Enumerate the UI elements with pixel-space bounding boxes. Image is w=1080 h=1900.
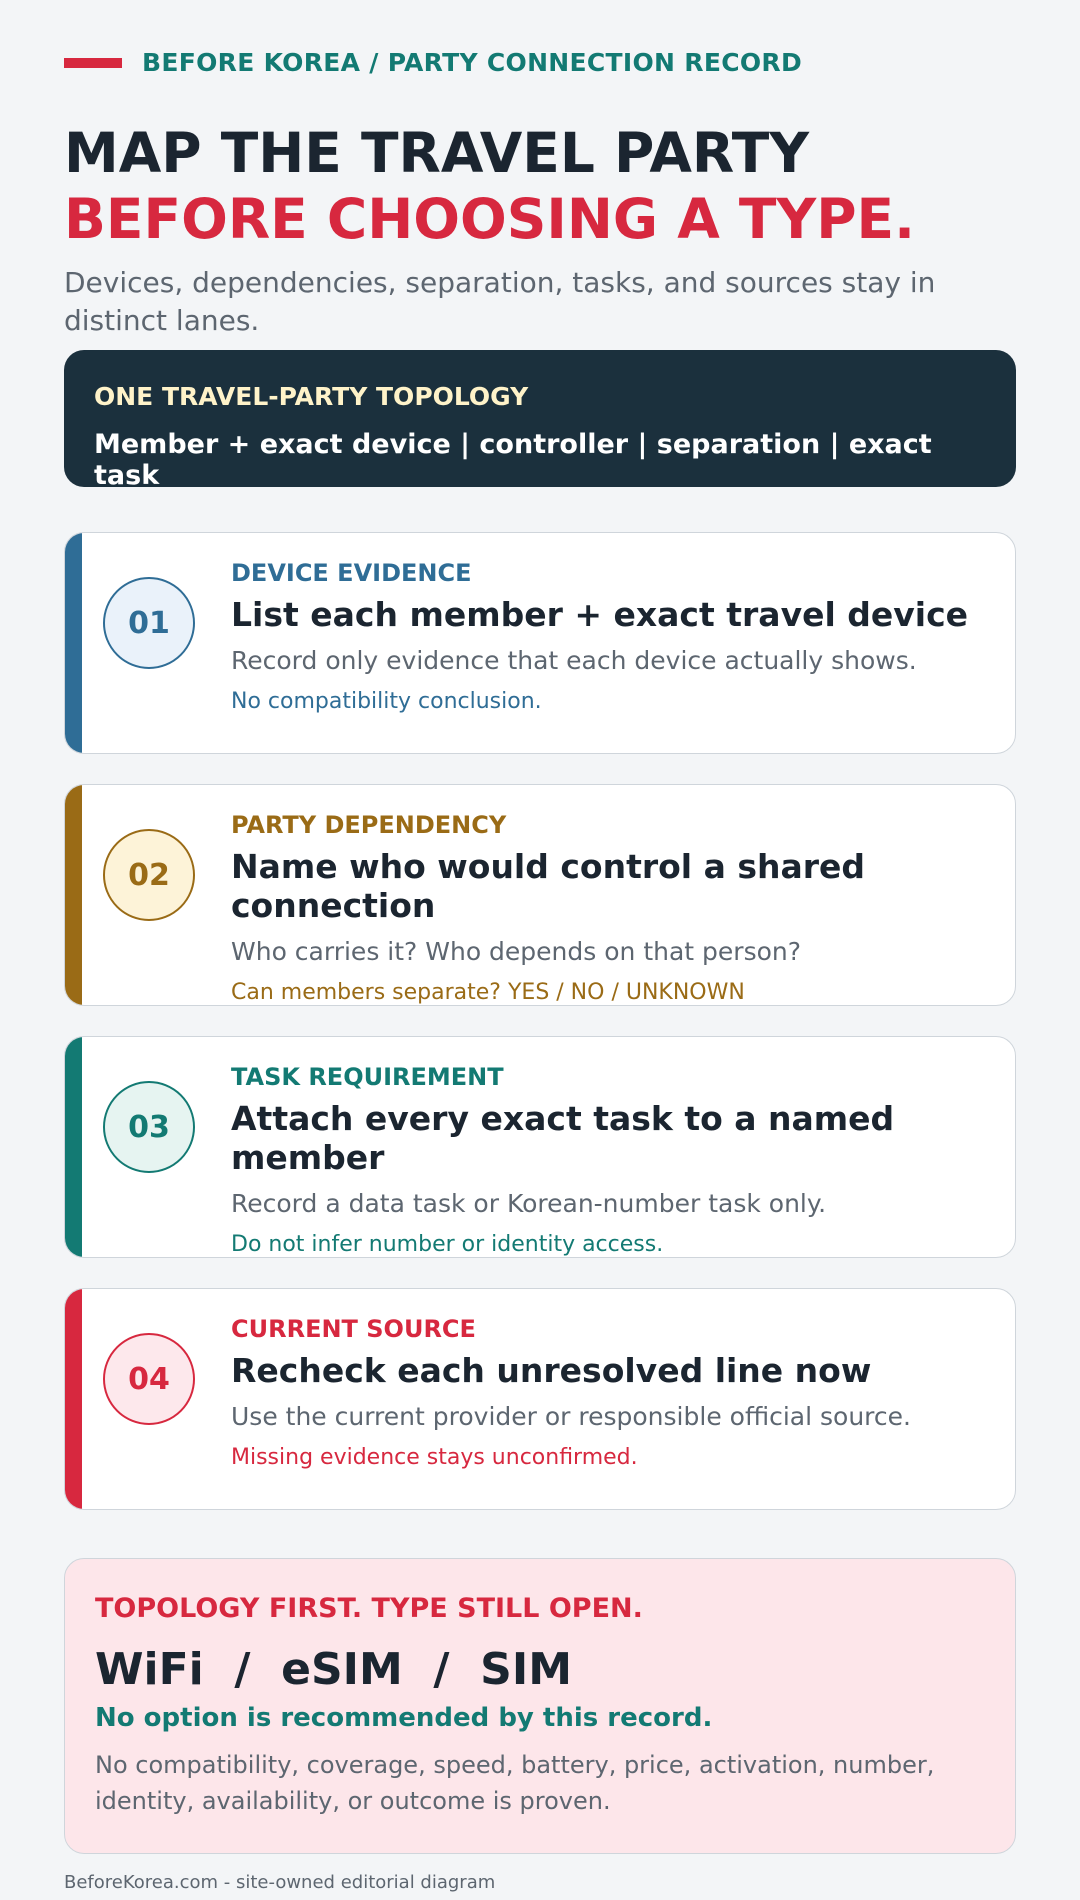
conclusion-label: TOPOLOGY FIRST. TYPE STILL OPEN. xyxy=(95,1593,643,1624)
step-number-circle: 01 xyxy=(103,577,195,669)
step-description: Record only evidence that each device actually shows. xyxy=(231,646,917,675)
topology-line: Member + exact device | controller | separation | exact task xyxy=(94,429,932,491)
step-card-2 xyxy=(64,784,1016,1006)
step-card-1 xyxy=(64,532,1016,754)
topology-banner xyxy=(64,350,1016,491)
kicker-accent-bar xyxy=(64,58,122,68)
connection-type-options: WiFi / eSIM / SIM xyxy=(95,1644,572,1695)
step-note: Do not infer number or identity access. xyxy=(231,1232,664,1257)
header-kicker xyxy=(64,48,802,77)
step-accent-bar xyxy=(65,1289,82,1509)
conclusion-panel xyxy=(64,1558,1016,1854)
page-title xyxy=(64,120,915,252)
recommendation-note: No option is recommended by this record. xyxy=(95,1703,713,1733)
step-note: Missing evidence stays unconfirmed. xyxy=(231,1445,638,1470)
step-number-circle: 04 xyxy=(103,1333,195,1425)
kicker-text: BEFORE KOREA / PARTY CONNECTION RECORD xyxy=(142,48,803,77)
step-card-4 xyxy=(64,1288,1016,1510)
step-description: Record a data task or Korean-number task only. xyxy=(231,1189,827,1218)
step-label: TASK REQUIREMENT xyxy=(231,1063,504,1091)
step-number-circle: 03 xyxy=(103,1081,195,1173)
step-card-3 xyxy=(64,1036,1016,1258)
step-note: No compatibility conclusion. xyxy=(231,689,542,714)
step-description: Who carries it? Who depends on that person? xyxy=(231,937,802,966)
page-subtitle: Devices, dependencies, separation, tasks, and sources stay in distinct lanes. xyxy=(64,266,936,337)
step-accent-bar xyxy=(65,533,82,753)
step-note: Can members separate? YES / NO / UNKNOWN xyxy=(231,980,745,1005)
step-label: PARTY DEPENDENCY xyxy=(231,811,507,839)
step-number-circle: 02 xyxy=(103,829,195,921)
step-accent-bar xyxy=(65,785,82,1005)
topology-label: ONE TRAVEL-PARTY TOPOLOGY xyxy=(94,382,529,411)
title-line-1: MAP THE TRAVEL PARTY xyxy=(64,121,810,185)
step-label: DEVICE EVIDENCE xyxy=(231,559,472,587)
conclusion-description: No compatibility, coverage, speed, battery, price, activation, number, identity, availability, or outcome is proven. xyxy=(95,1751,935,1815)
step-title: Name who would control a shared connection xyxy=(231,847,866,925)
step-description: Use the current provider or responsible official source. xyxy=(231,1402,911,1431)
footer-credit: BeforeKorea.com - site-owned editorial diagram xyxy=(64,1872,496,1893)
step-title: Attach every exact task to a named member xyxy=(231,1099,895,1177)
step-label: CURRENT SOURCE xyxy=(231,1315,476,1343)
step-title: Recheck each unresolved line now xyxy=(231,1351,872,1390)
step-accent-bar xyxy=(65,1037,82,1257)
title-line-2: BEFORE CHOOSING A TYPE. xyxy=(64,187,916,251)
step-title: List each member + exact travel device xyxy=(231,595,969,634)
